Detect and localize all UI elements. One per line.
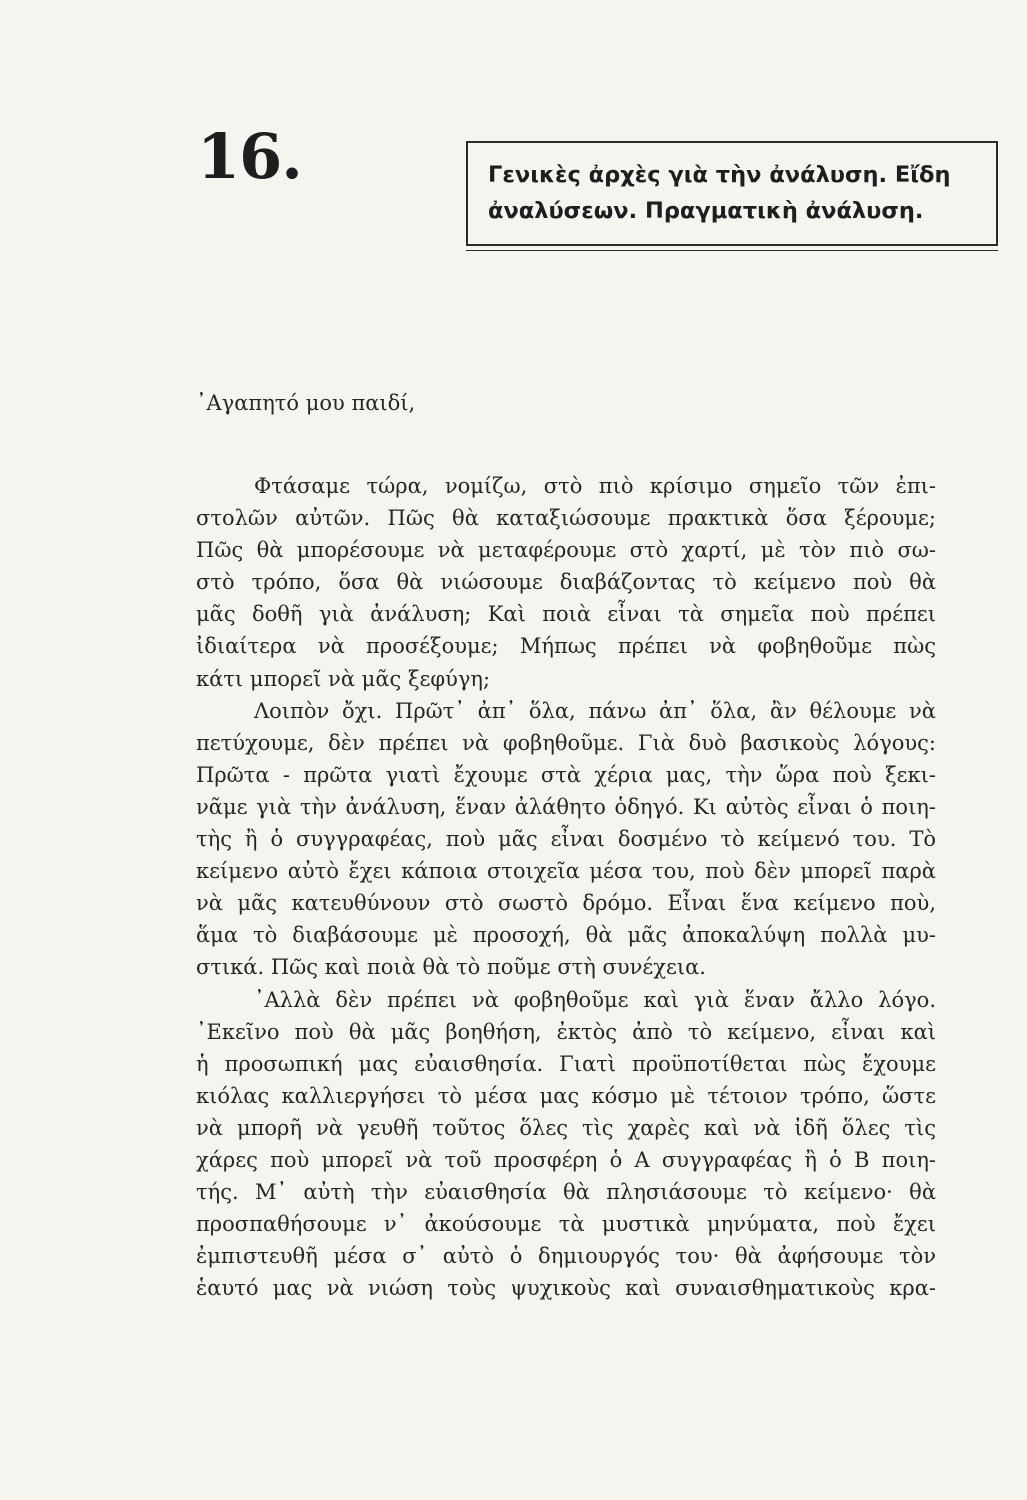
text-line: πετύχουμε, δὲν πρέπει νὰ φοβηθοῦμε. Γιὰ δυὸ βασικοὺς λόγους: xyxy=(196,730,936,755)
text-line: τής. Μ᾿ αὐτὴ τὴν εὐαισθησία θὰ πλησιάσουμε τὸ κείμενο· θὰ xyxy=(196,1180,936,1205)
text-line: κάτι μπορεῖ νὰ μᾶς ξεφύγη; xyxy=(196,666,491,691)
letter-body xyxy=(196,470,936,1304)
text-line: ἡ προσωπική μας εὐαισθησία. Γιατὶ προϋποτίθεται πὼς ἔχουμε xyxy=(196,1051,936,1076)
text-line: μᾶς δοθῆ γιὰ ἀνάλυση; Καὶ ποιὰ εἶναι τὰ σημεῖα ποὺ πρέπει xyxy=(196,602,936,627)
text-line: στικά. Πῶς καὶ ποιὰ θὰ τὸ ποῦμε στὴ συνέχεια. xyxy=(196,955,706,980)
chapter-title-line: ἀναλύσεων. Πραγματικὴ ἀνάλυση. xyxy=(488,198,924,224)
text-line: κείμενο αὐτὸ ἔχει κάποια στοιχεῖα μέσα του, ποὺ δὲν μπορεῖ παρὰ xyxy=(196,859,936,884)
text-line: χάρες ποὺ μπορεῖ νὰ τοῦ προσφέρη ὁ Α συγγραφέας ἢ ὁ Β ποιη- xyxy=(196,1147,936,1172)
text-line: Λοιπὸν ὄχι. Πρῶτ᾿ ἀπ᾿ ὅλα, πάνω ἀπ᾿ ὅλα, ἂν θέλουμε νὰ xyxy=(254,698,936,723)
chapter-title xyxy=(488,157,988,229)
text-line: ᾿Αλλὰ δὲν πρέπει νὰ φοβηθοῦμε καὶ γιὰ ἕναν ἄλλο λόγο. xyxy=(254,987,936,1012)
chapter-title-box xyxy=(466,141,998,246)
text-line: στὸ τρόπο, ὅσα θὰ νιώσουμε διαβάζοντας τὸ κείμενο ποὺ θὰ xyxy=(196,570,936,595)
text-line: προσπαθήσουμε ν᾿ ἀκούσουμε τὰ μυστικὰ μηνύματα, ποὺ ἔχει xyxy=(196,1212,936,1237)
text-line: Φτάσαμε τώρα, νομίζω, στὸ πιὸ κρίσιμο σημεῖο τῶν ἐπι- xyxy=(254,474,936,498)
text-line: Πρῶτα - πρῶτα γιατὶ ἔχουμε στὰ χέρια μας, τὴν ὥρα ποὺ ξεκι- xyxy=(196,762,936,787)
chapter-number: 16. xyxy=(197,120,302,193)
text-line: ἰδιαίτερα νὰ προσέξουμε; Μήπως πρέπει νὰ φοβηθοῦμε πὼς xyxy=(196,634,936,659)
text-line: ἐμπιστευθῆ μέσα σ᾿ αὐτὸ ὁ δημιουργός του· θὰ ἀφήσουμε τὸν xyxy=(196,1244,936,1269)
text-line: στολῶν αὐτῶν. Πῶς θὰ καταξιώσουμε πρακτικὰ ὅσα ξέρουμε; xyxy=(196,506,936,531)
text-line: κιόλας καλλιεργήσει τὸ μέσα μας κόσμο μὲ τέτοιον τρόπο, ὥστε xyxy=(196,1083,936,1108)
text-line: νὰ μᾶς κατευθύνουν στὸ σωστὸ δρόμο. Εἶναι ἕνα κείμενο ποὺ, xyxy=(196,891,936,916)
chapter-title-line: Γενικὲς ἀρχὲς γιὰ τὴν ἀνάλυση. Εἴδη xyxy=(488,162,951,188)
text-line: νὰ μπορῆ νὰ γευθῆ τοῦτος ὅλες τὶς χαρὲς καὶ νὰ ἰδῆ ὅλες τὶς xyxy=(196,1115,936,1140)
text-line: ᾿Εκεῖνο ποὺ θὰ μᾶς βοηθήση, ἐκτὸς ἀπὸ τὸ κείμενο, εἶναι καὶ xyxy=(196,1019,936,1044)
text-line: Πῶς θὰ μπορέσουμε νὰ μεταφέρουμε στὸ χαρτί, μὲ τὸν πιὸ σω- xyxy=(196,538,936,563)
text-line: τὴς ἢ ὁ συγγραφέας, ποὺ μᾶς εἶναι δοσμένο τὸ κείμενό του. Τὸ xyxy=(196,827,936,852)
text-line: νᾶμε γιὰ τὴν ἀνάλυση, ἕναν ἀλάθητο ὁδηγό. Κι αὐτὸς εἶναι ὁ ποιη- xyxy=(196,794,936,819)
text-line: ἑαυτό μας νὰ νιώση τοὺς ψυχικοὺς καὶ συναισθηματικοὺς κρα- xyxy=(196,1276,936,1301)
text-line: ἅμα τὸ διαβάσουμε μὲ προσοχή, θὰ μᾶς ἀποκαλύψη πολλὰ μυ- xyxy=(196,923,936,948)
letter-greeting: ᾿Αγαπητό μου παιδί, xyxy=(196,391,416,415)
